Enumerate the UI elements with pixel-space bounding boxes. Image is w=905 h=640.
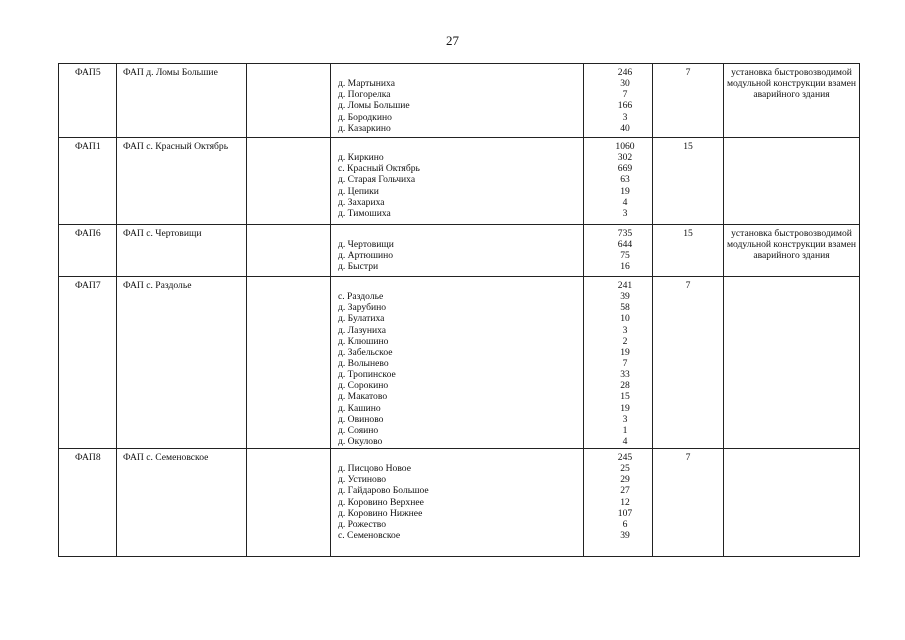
population-value: 3 xyxy=(622,111,628,123)
note-cell xyxy=(724,277,860,449)
settlement-name: д. Бородкино xyxy=(338,111,392,123)
empty-cell xyxy=(247,449,331,557)
staff-count: 7 xyxy=(685,280,691,291)
settlement-name: д. Коровино Нижнее xyxy=(338,507,423,519)
population-total: 245 xyxy=(617,452,633,463)
population-value: 40 xyxy=(620,122,630,134)
note-cell xyxy=(724,225,860,277)
empty-cell xyxy=(247,138,331,225)
settlement-name: д. Коровино Верхнее xyxy=(338,496,424,508)
fap-name-cell xyxy=(117,225,247,277)
fap-code-cell xyxy=(59,64,117,138)
population-value: 644 xyxy=(617,239,633,251)
settlement-spacer xyxy=(338,67,583,78)
settlement-name: д. Сорокино xyxy=(338,380,389,392)
population-value: 28 xyxy=(620,380,630,392)
population-value: 3 xyxy=(622,207,628,219)
population-total: 241 xyxy=(617,280,633,291)
settlement-name: д. Кашино xyxy=(338,402,381,414)
settlement-name: д. Лазуниха xyxy=(338,324,387,336)
settlement-name: д. Овиново xyxy=(338,413,384,425)
fap-name-cell xyxy=(117,138,247,225)
settlement-name: д. Тимошиха xyxy=(338,207,391,219)
note-cell xyxy=(724,138,860,225)
fap-name-cell xyxy=(117,449,247,557)
settlements-cell xyxy=(331,449,584,557)
population-value: 25 xyxy=(620,463,630,475)
population-value: 39 xyxy=(620,291,630,303)
table-row xyxy=(59,225,860,277)
staff-cell xyxy=(653,138,724,225)
population-cell xyxy=(584,277,653,449)
population-value: 107 xyxy=(617,507,633,519)
fap-table-body xyxy=(59,64,860,557)
settlement-name: д. Клюшино xyxy=(338,335,389,347)
note-text: установка быстровозводимой модульной конструкции взамен аварийного здания xyxy=(726,67,857,101)
settlement-name: д. Чертовищи xyxy=(338,239,394,251)
population-value: 58 xyxy=(620,302,630,314)
population-value: 3 xyxy=(622,413,628,425)
population-value: 302 xyxy=(617,152,633,164)
page-number: 27 xyxy=(446,33,459,48)
population-value: 2 xyxy=(622,335,628,347)
settlement-name: д. Писцово Новое xyxy=(338,463,411,475)
settlement-name: д. Волынево xyxy=(338,357,389,369)
settlement-name: д. Сояино xyxy=(338,424,379,436)
settlement-name: с. Раздолье xyxy=(338,291,384,303)
settlements-cell xyxy=(331,64,584,138)
settlement-name: д. Рожество xyxy=(338,518,387,530)
population-value: 669 xyxy=(617,163,633,175)
population-list xyxy=(584,64,652,134)
empty-cell xyxy=(247,277,331,449)
population-value: 39 xyxy=(620,529,630,541)
fap-code-cell xyxy=(59,138,117,225)
settlement-list xyxy=(331,449,583,541)
population-value: 29 xyxy=(620,474,630,486)
settlement-name: д. Зарубино xyxy=(338,302,387,314)
note-text xyxy=(724,277,859,280)
staff-cell xyxy=(653,449,724,557)
population-list xyxy=(584,225,652,273)
settlement-name: д. Забельское xyxy=(338,346,393,358)
settlement-name: д. Гайдарово Большое xyxy=(338,485,429,497)
fap-name-cell xyxy=(117,64,247,138)
population-cell xyxy=(584,225,653,277)
population-total: 246 xyxy=(617,67,633,78)
staff-cell xyxy=(653,64,724,138)
settlement-name: д. Киркино xyxy=(338,152,384,164)
fap-name: ФАП д. Ломы Большие xyxy=(123,67,218,78)
table-row xyxy=(59,277,860,449)
settlements-cell xyxy=(331,138,584,225)
population-value: 10 xyxy=(620,313,630,325)
settlement-name: д. Окулово xyxy=(338,435,383,447)
population-value: 12 xyxy=(620,496,630,508)
settlement-spacer xyxy=(338,452,583,463)
fap-code: ФАП8 xyxy=(75,452,101,463)
staff-cell xyxy=(653,277,724,449)
table-row xyxy=(59,449,860,557)
population-value: 3 xyxy=(622,324,628,336)
population-value: 4 xyxy=(622,435,628,447)
note-cell xyxy=(724,64,860,138)
staff-count: 7 xyxy=(685,67,691,78)
settlement-name: д. Цепики xyxy=(338,185,379,197)
population-total: 1060 xyxy=(615,141,635,152)
population-value: 7 xyxy=(622,357,628,369)
population-list xyxy=(584,449,652,541)
population-cell xyxy=(584,138,653,225)
population-value: 4 xyxy=(622,196,628,208)
settlement-name: с. Красный Октябрь xyxy=(338,163,420,175)
settlement-name: д. Казаркино xyxy=(338,122,391,134)
population-list xyxy=(584,277,652,447)
staff-count: 15 xyxy=(683,141,693,152)
fap-name-cell xyxy=(117,277,247,449)
fap-code: ФАП6 xyxy=(75,228,101,239)
table-row xyxy=(59,138,860,225)
population-value: 1 xyxy=(622,424,628,436)
settlement-name: д. Артюшино xyxy=(338,250,394,262)
note-text xyxy=(724,138,859,141)
population-cell xyxy=(584,64,653,138)
population-value: 15 xyxy=(620,391,630,403)
population-total: 735 xyxy=(617,228,633,239)
settlement-list xyxy=(331,225,583,273)
population-value: 75 xyxy=(620,250,630,262)
staff-count: 15 xyxy=(683,228,693,239)
settlement-name: д. Быстри xyxy=(338,261,379,273)
settlement-list xyxy=(331,64,583,134)
population-value: 19 xyxy=(620,402,630,414)
note-text xyxy=(724,449,859,452)
fap-name: ФАП с. Красный Октябрь xyxy=(123,141,229,152)
note-text: установка быстровозводимой модульной конструкции взамен аварийного здания xyxy=(726,228,857,262)
population-value: 7 xyxy=(622,89,628,101)
settlement-name: д. Мартыниха xyxy=(338,78,395,90)
population-value: 16 xyxy=(620,261,630,273)
fap-code: ФАП7 xyxy=(75,280,101,291)
population-value: 30 xyxy=(620,78,630,90)
settlement-list xyxy=(331,277,583,447)
population-value: 63 xyxy=(620,174,630,186)
fap-name: ФАП с. Семеновское xyxy=(123,452,209,463)
fap-name: ФАП с. Чертовищи xyxy=(123,228,202,239)
settlement-list xyxy=(331,138,583,219)
population-value: 166 xyxy=(617,100,633,112)
settlements-cell xyxy=(331,277,584,449)
staff-cell xyxy=(653,225,724,277)
table-row xyxy=(59,64,860,138)
settlement-name: с. Семеновское xyxy=(338,529,401,541)
settlement-name: д. Устиново xyxy=(338,474,387,486)
settlement-name: д. Тропинское xyxy=(338,369,396,381)
population-list xyxy=(584,138,652,219)
fap-code-cell xyxy=(59,225,117,277)
settlement-name: д. Макатово xyxy=(338,391,388,403)
population-value: 27 xyxy=(620,485,630,497)
fap-name: ФАП с. Раздолье xyxy=(123,280,192,291)
fap-code-cell xyxy=(59,449,117,557)
settlement-name: д. Погорелка xyxy=(338,89,391,101)
settlement-name: д. Булатиха xyxy=(338,313,385,325)
note-cell xyxy=(724,449,860,557)
settlement-name: д. Старая Гольчиха xyxy=(338,174,416,186)
population-cell xyxy=(584,449,653,557)
population-value: 19 xyxy=(620,346,630,358)
population-value: 33 xyxy=(620,369,630,381)
population-value: 6 xyxy=(622,518,628,530)
empty-cell xyxy=(247,225,331,277)
staff-count: 7 xyxy=(685,452,691,463)
settlement-spacer xyxy=(338,280,583,291)
fap-code: ФАП1 xyxy=(75,141,101,152)
settlement-name: д. Захариха xyxy=(338,196,385,208)
population-value: 19 xyxy=(620,185,630,197)
settlement-spacer xyxy=(338,228,583,239)
fap-code-cell xyxy=(59,277,117,449)
settlement-spacer xyxy=(338,141,583,152)
empty-cell xyxy=(247,64,331,138)
fap-table xyxy=(58,63,860,557)
fap-code: ФАП5 xyxy=(75,67,101,78)
settlement-name: д. Ломы Большие xyxy=(338,100,410,112)
settlements-cell xyxy=(331,225,584,277)
